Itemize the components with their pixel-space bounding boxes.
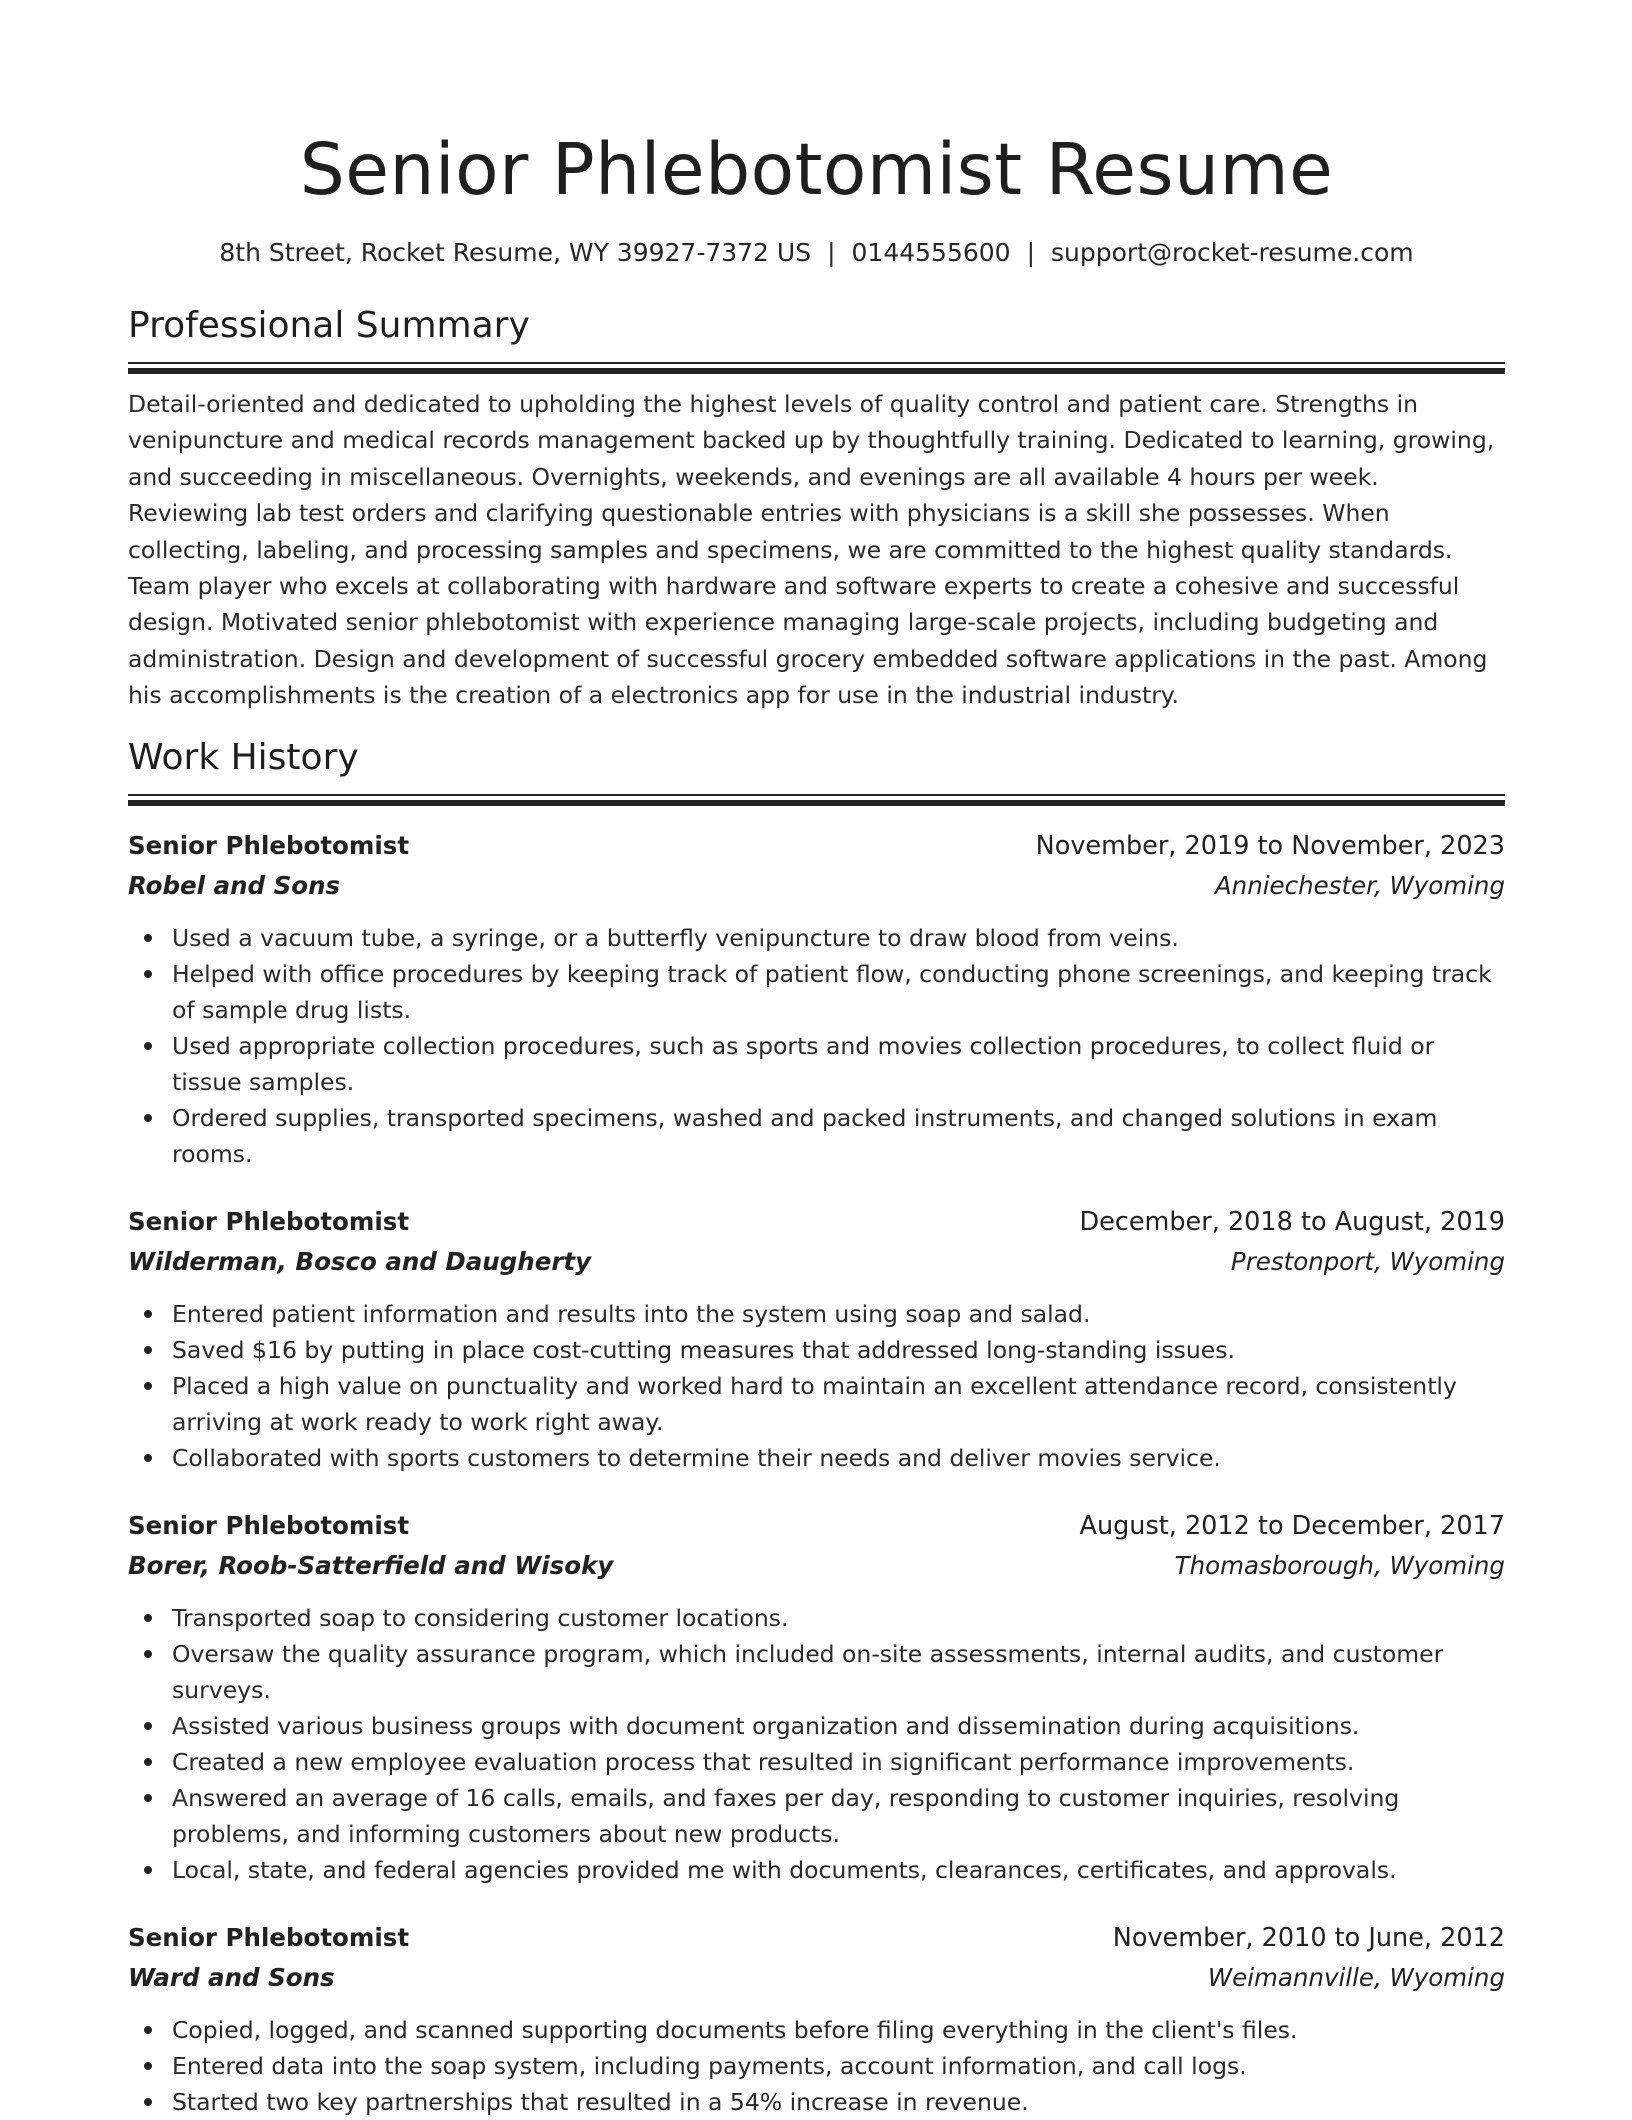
section-divider <box>128 362 1505 374</box>
job-bullet: Answered an average of 16 calls, emails, and faxes per day, responding to customer inquiries, resolving problems, and informing customers about new products. <box>128 1780 1505 1852</box>
job-company: Wilderman, Bosco and Daugherty <box>128 1246 592 1276</box>
job-bullet-list <box>128 920 1505 1172</box>
contact-address: 8th Street, Rocket Resume, WY 39927-7372 US <box>219 238 812 267</box>
job-bullet: Created a new employee evaluation process that resulted in significant performance improvements. <box>128 1744 1505 1780</box>
job-title: Senior Phlebotomist <box>128 1922 410 1952</box>
job-bullet: Oversaw the quality assurance program, which included on-site assessments, internal audits, and customer surveys. <box>128 1636 1505 1708</box>
job-entry <box>128 1918 1505 2120</box>
job-bullet: Started two key partnerships that resulted in a 54% increase in revenue. <box>128 2084 1505 2120</box>
work-history-section <box>128 734 1505 2120</box>
summary-text: Detail-oriented and dedicated to upholding the highest levels of quality control and patient care. Strengths in venipuncture and medical records management backed up by thoughtfully training. Dedicated to learning, growing, and succeeding in miscellaneous. Overnights, weekends, and evenings are all available 4 hours per week. Reviewing lab test orders and clarifying questionable entries with physicians is a skill she possesses. When collecting, labeling, and processing samples and specimens, we are committed to the highest quality standards. Team player who excels at collaborating with hardware and software experts to create a cohesive and successful design. Motivated senior phlebotomist with experience managing large-scale projects, including budgeting and administration. Design and development of successful grocery embedded software applications in the past. Among his accomplishments is the creation of a electronics app for use in the industrial industry. <box>128 390 1495 710</box>
job-header-row <box>128 1506 1505 1546</box>
job-company: Borer, Roob-Satterfield and Wisoky <box>128 1550 614 1580</box>
job-location: Thomasborough, Wyoming <box>1174 1550 1505 1580</box>
job-dates: August, 2012 to December, 2017 <box>1079 1510 1505 1541</box>
job-header-row <box>128 826 1505 866</box>
job-location: Anniechester, Wyoming <box>1214 870 1505 900</box>
job-bullet: Copied, logged, and scanned supporting documents before filing everything in the client's files. <box>128 2012 1505 2048</box>
job-company: Robel and Sons <box>128 870 341 900</box>
page-title: Senior Phlebotomist Resume <box>299 128 1334 211</box>
job-entry <box>128 1202 1505 1476</box>
section-heading-summary: Professional Summary <box>128 305 530 346</box>
resume-page <box>128 0 1505 2120</box>
contact-separator: | <box>827 238 836 267</box>
section-heading-work-history: Work History <box>128 736 359 778</box>
job-employer-row <box>128 1958 1505 1998</box>
contact-separator: | <box>1026 238 1036 267</box>
job-bullet: Entered data into the soap system, including payments, account information, and call logs. <box>128 2048 1505 2084</box>
job-bullet: Used appropriate collection procedures, such as sports and movies collection procedures, to collect fluid or tissue samples. <box>128 1028 1505 1100</box>
job-bullet: Assisted various business groups with document organization and dissemination during acquisitions. <box>128 1708 1505 1744</box>
job-location: Prestonport, Wyoming <box>1230 1246 1505 1276</box>
job-title: Senior Phlebotomist <box>128 1510 410 1540</box>
job-entry <box>128 826 1505 1172</box>
job-bullet-list <box>128 1296 1505 1476</box>
job-employer-row <box>128 1242 1505 1282</box>
contact-phone: 0144555600 <box>851 238 1011 267</box>
job-bullet: Placed a high value on punctuality and worked hard to maintain an excellent attendance record, consistently arriving at work ready to work right away. <box>128 1368 1505 1440</box>
job-employer-row <box>128 866 1505 906</box>
job-bullet-list <box>128 2012 1505 2120</box>
job-bullet: Helped with office procedures by keeping track of patient flow, conducting phone screenings, and keeping track of sample drug lists. <box>128 956 1505 1028</box>
job-company: Ward and Sons <box>128 1962 335 1992</box>
contact-email: support@rocket-resume.com <box>1051 238 1414 267</box>
job-bullet: Collaborated with sports customers to determine their needs and deliver movies service. <box>128 1440 1505 1476</box>
job-employer-row <box>128 1546 1505 1586</box>
job-bullet: Entered patient information and results into the system using soap and salad. <box>128 1296 1505 1332</box>
job-bullet: Used a vacuum tube, a syringe, or a butterfly venipuncture to draw blood from veins. <box>128 920 1505 956</box>
job-header-row <box>128 1202 1505 1242</box>
section-divider <box>128 794 1505 806</box>
job-bullet: Transported soap to considering customer locations. <box>128 1600 1505 1636</box>
job-header-row <box>128 1918 1505 1958</box>
professional-summary-section <box>128 302 1505 714</box>
job-bullet-list <box>128 1600 1505 1888</box>
job-bullet: Local, state, and federal agencies provided me with documents, clearances, certificates, and approvals. <box>128 1852 1505 1888</box>
job-dates: November, 2010 to June, 2012 <box>1112 1922 1505 1953</box>
job-title: Senior Phlebotomist <box>128 830 410 860</box>
contact-line <box>128 236 1505 270</box>
job-location: Weimannville, Wyoming <box>1207 1962 1505 1992</box>
job-title: Senior Phlebotomist <box>128 1206 410 1236</box>
job-bullet: Saved $16 by putting in place cost-cutting measures that addressed long-standing issues. <box>128 1332 1505 1368</box>
job-entry <box>128 1506 1505 1888</box>
job-dates: November, 2019 to November, 2023 <box>1035 830 1505 861</box>
job-dates: December, 2018 to August, 2019 <box>1079 1206 1505 1237</box>
job-bullet: Ordered supplies, transported specimens, washed and packed instruments, and changed solutions in exam rooms. <box>128 1100 1505 1172</box>
